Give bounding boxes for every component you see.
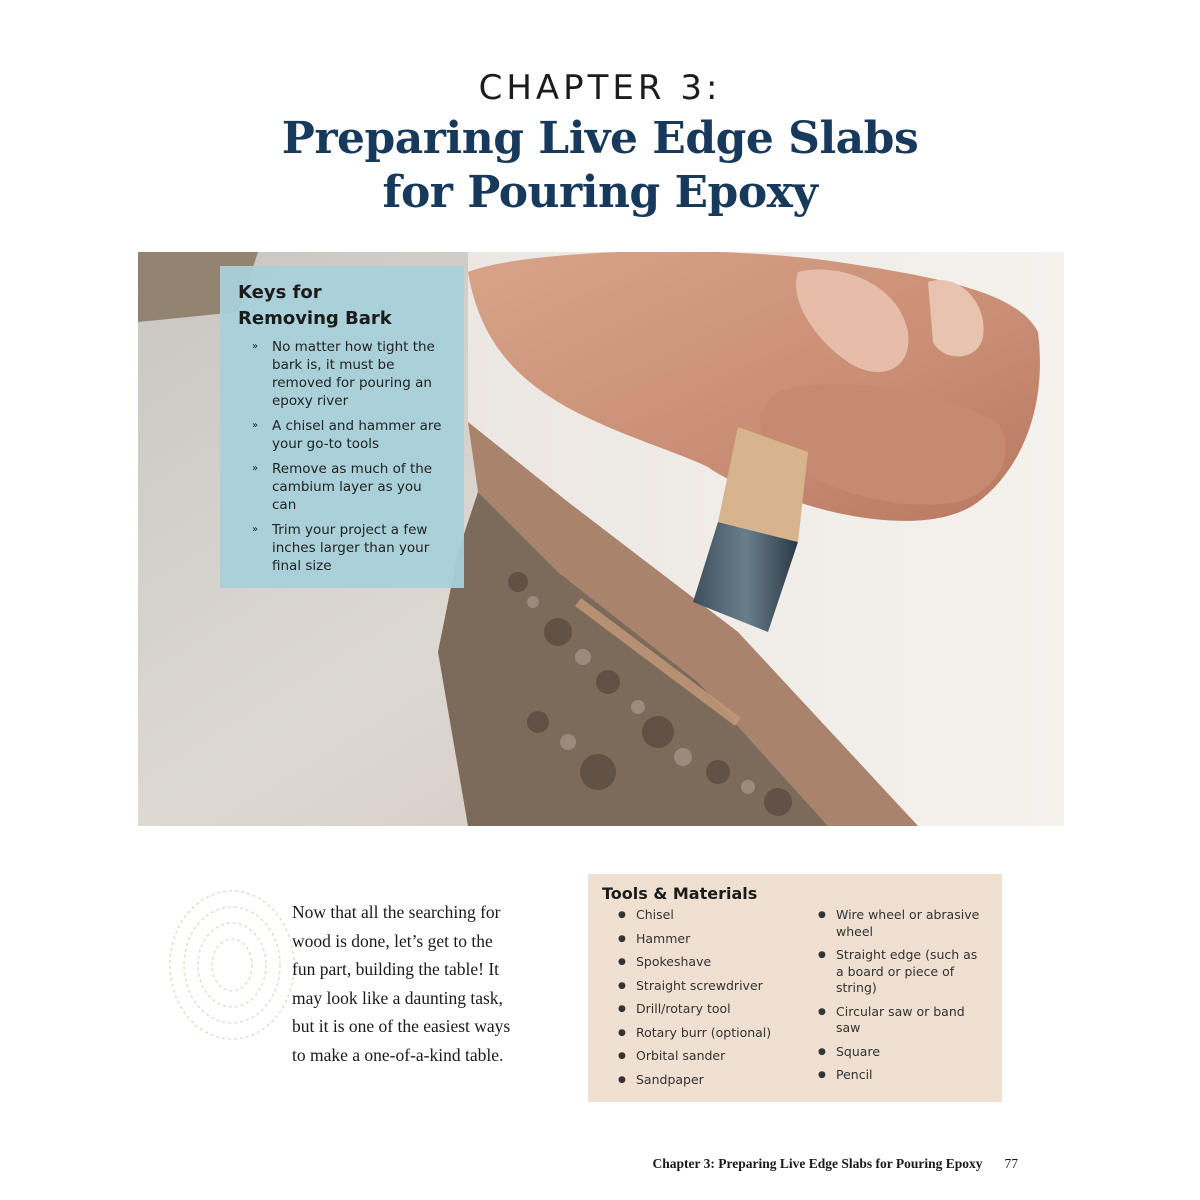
tools-list-item xyxy=(602,907,802,924)
tools-item-text: Sandpaper xyxy=(636,1071,704,1087)
bullet-icon: ● xyxy=(618,933,626,944)
bullet-icon: ● xyxy=(618,910,626,920)
tools-and-materials-box xyxy=(588,874,1002,1102)
bullet-icon: ● xyxy=(818,950,826,960)
keys-box-title xyxy=(238,280,448,332)
tools-item-text: Straight screwdriver xyxy=(636,977,763,993)
tools-list-left xyxy=(602,907,802,1095)
keys-list-item xyxy=(238,521,448,575)
running-title: Chapter 3: Preparing Live Edge Slabs for Pouring Epoxy xyxy=(652,1156,983,1171)
bullet-icon: ● xyxy=(818,910,826,920)
bullet-icon: ● xyxy=(618,1051,626,1061)
bullet-icon: ● xyxy=(818,1070,826,1080)
page-footer xyxy=(0,1156,1018,1172)
keys-list-item-text: Trim your project a few inches larger than your final size xyxy=(272,522,430,574)
tools-item-text: Orbital sander xyxy=(636,1048,726,1063)
bullet-icon: ● xyxy=(818,1046,826,1057)
chapter-label: CHAPTER 3: xyxy=(478,68,722,108)
bullet-icon: » xyxy=(252,463,259,474)
tools-item-text: Straight edge (such as a board or piece of string) xyxy=(836,947,978,995)
tools-list-item xyxy=(602,1025,802,1042)
chapter-title xyxy=(0,112,1200,220)
tools-item-text: Hammer xyxy=(636,930,691,946)
chapter-title-line-2: for Pouring Epoxy xyxy=(382,167,818,218)
keys-list-item xyxy=(238,338,448,410)
bullet-icon: » xyxy=(252,524,259,535)
bullet-icon: ● xyxy=(618,980,626,991)
intro-paragraph: Now that all the searching for wood is done, let’s get to the fun part, building the table! It may look like a daunting task, but it is one of the easiest ways to make a one-of-a-kind table. xyxy=(292,902,511,1065)
tools-item-text: Drill/rotary tool xyxy=(636,1001,731,1016)
tools-list-item xyxy=(802,947,988,997)
bullet-icon: ● xyxy=(618,957,626,967)
tools-item-text: Pencil xyxy=(836,1067,873,1082)
keys-list-item-text: No matter how tight the bark is, it must be removed for pouring an epoxy river xyxy=(272,339,435,409)
keys-list-item-text: A chisel and hammer are your go-to tools xyxy=(272,418,442,452)
tools-item-text: Square xyxy=(836,1043,881,1059)
bullet-icon: ● xyxy=(618,1027,626,1038)
bullet-icon: ● xyxy=(818,1006,826,1017)
tools-item-text: Rotary burr (optional) xyxy=(636,1024,772,1040)
keys-list-item-text: Remove as much of the cambium layer as you can xyxy=(272,461,433,513)
wood-grain-decoration-icon xyxy=(162,880,302,1050)
tools-item-text: Circular saw or band saw xyxy=(836,1003,965,1035)
keys-list-item xyxy=(238,417,448,453)
bullet-icon: ● xyxy=(618,1004,626,1014)
bullet-icon: » xyxy=(252,341,259,352)
tools-item-text: Wire wheel or abrasive wheel xyxy=(836,907,980,939)
tools-list-item xyxy=(602,1048,802,1065)
keys-box-title-line-1: Keys for xyxy=(238,282,322,303)
tools-list-item xyxy=(602,931,802,948)
keys-box-title-line-2: Removing Bark xyxy=(238,308,392,329)
keys-for-removing-bark-box xyxy=(220,266,464,588)
tools-list-item xyxy=(802,1067,988,1084)
tools-columns xyxy=(602,907,988,1095)
tools-item-text: Spokeshave xyxy=(636,954,712,969)
tools-box-title: Tools & Materials xyxy=(602,884,758,903)
tools-list-item xyxy=(802,907,988,940)
tools-list-item xyxy=(602,978,802,995)
keys-list xyxy=(238,338,448,575)
tools-list-item xyxy=(602,1072,802,1089)
bullet-icon: ● xyxy=(618,1074,626,1085)
tools-list-item xyxy=(602,954,802,971)
tools-list-item xyxy=(802,1004,988,1037)
tools-list-right xyxy=(802,907,988,1095)
tools-item-text: Chisel xyxy=(636,907,674,922)
page-number: 77 xyxy=(1004,1156,1018,1171)
tools-list-item xyxy=(802,1044,988,1061)
tools-list-item xyxy=(602,1001,802,1018)
chapter-title-line-1: Preparing Live Edge Slabs xyxy=(281,113,919,164)
keys-list-item xyxy=(238,460,448,514)
bullet-icon: » xyxy=(252,420,259,431)
